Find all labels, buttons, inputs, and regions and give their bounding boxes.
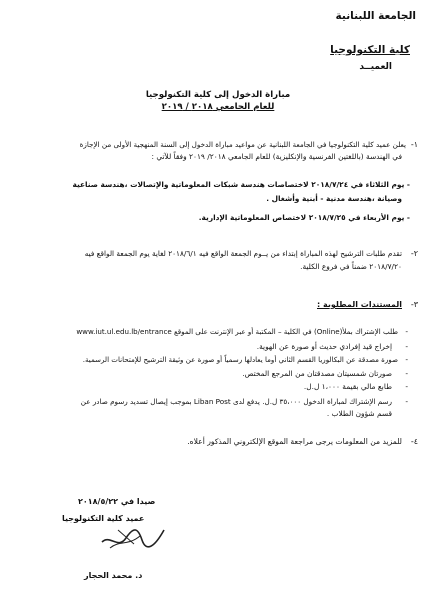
- section-1-number: ١-: [410, 140, 418, 149]
- bullet-dash: -: [405, 397, 408, 406]
- document-item: إخراج قيد إفرادي حديث أو صورة عن الهوية.: [256, 342, 392, 351]
- tuesday-line-1: - يوم الثلاثاء في ٢٠١٨/٧/٢٤ لاختصاصات هندسة شبكات المعلوماتية والإتصالات ،هندسة صناعية: [72, 180, 410, 189]
- document-item: صورة مصدقة عن البكالوريا القسم الثاني أوما يعادلها رسمياً أو صورة عن وثيقة الترشيح للإمتحانات الرسمية.: [82, 355, 398, 364]
- place-date: صيدا في ٢٠١٨/٥/٢٢: [78, 497, 156, 506]
- tuesday-line-2: وصيانة ،هندسة مدنية - أبنية وأشغال .: [266, 194, 402, 203]
- document-item-continuation: قسم شؤون الطلاب .: [326, 409, 392, 418]
- dean-office: العميــد: [359, 62, 392, 72]
- bullet-dash: -: [405, 355, 408, 364]
- signature-mark: [98, 520, 168, 554]
- section-1-line-2: في الهندسة (باللغتين الفرنسية والإنكليزية) للعام الجامعي ٢٠١٨/ ٢٠١٩ وفقاً للآتي :: [151, 152, 402, 161]
- title-line-2: للعام الجامعي ٢٠١٨ / ٢٠١٩: [161, 102, 275, 112]
- wednesday-line: - يوم الأربعاء في ٢٠١٨/٧/٢٥ لاختصاص المعلوماتية الإدارية.: [198, 213, 410, 222]
- university-name: الجامعة اللبنانية: [335, 10, 416, 22]
- faculty-name: كلية التكنولوجيا: [330, 44, 410, 56]
- signer-name: د. محمد الحجار: [84, 571, 143, 580]
- section-1-line-1: يعلن عميد كلية التكنولوجيا في الجامعة اللبنانية عن مواعيد مباراة الدخول إلى السنة المنهجية الأولى من الإجازة: [79, 140, 406, 149]
- title-line-1: مباراة الدخول إلى كلية التكنولوجيا: [145, 90, 291, 100]
- section-4-number: ٤-: [410, 437, 418, 446]
- section-2-line-1: تقدم طلبات الترشيح لهذه المباراة إبتداء من يــوم الجمعة الواقع فيه ٢٠١٨/٦/١ لغاية يوم الجمعة الواقع فيه: [84, 249, 402, 258]
- required-documents-heading: المستندات المطلوبة :: [317, 300, 402, 309]
- bullet-dash: -: [405, 369, 408, 378]
- document-item: طابع مالي بقيمة ١،٠٠٠ ل.ل.: [303, 382, 392, 391]
- section-2-number: ٢-: [410, 249, 418, 258]
- signer-title: عميد كلية التكنولوجيا: [62, 514, 145, 523]
- bullet-dash: -: [405, 342, 408, 351]
- section-4-text: للمزيد من المعلومات يرجى مراجعة الموقع الإلكتروني المذكور أعلاه.: [187, 437, 402, 446]
- bullet-dash: -: [405, 327, 408, 336]
- document-item: صورتان شمسيتان مصدقتان من المرجع المختص.: [242, 369, 392, 378]
- bullet-dash: -: [405, 382, 408, 391]
- section-2-line-2: ٢٠١٨/٧/٢٠ ضمناً في فروع الكلية.: [300, 262, 402, 271]
- document-item: رسم الإشتراك لمباراة الدخول ٣٥،٠٠٠ ل.ل. يدفع لدى Liban Post بموجب إيصال تسديد رسوم صادر عن: [80, 397, 392, 406]
- document-item: طلب الإشتراك بملأ(Online) في الكلية – المكتبة أو عبر الإنترنت على الموقع www.iut.ul.edu.lb/entrance: [76, 327, 398, 336]
- section-3-number: ٣-: [410, 300, 418, 309]
